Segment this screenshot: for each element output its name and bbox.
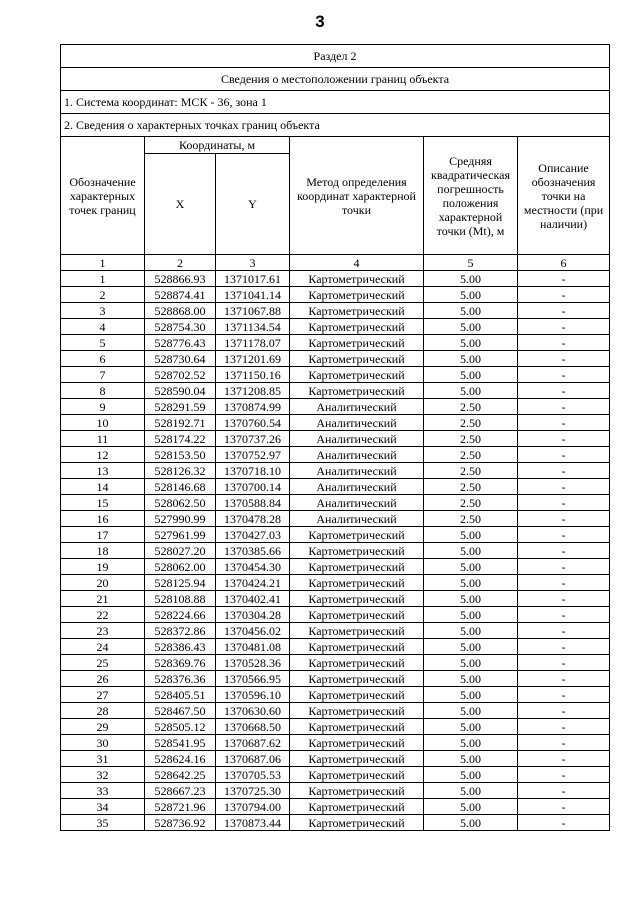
accuracy: 5.00 <box>424 767 518 783</box>
description: - <box>518 319 610 335</box>
point-number: 5 <box>61 335 145 351</box>
point-number: 33 <box>61 783 145 799</box>
table-row <box>61 367 610 383</box>
accuracy: 5.00 <box>424 559 518 575</box>
point-number: 6 <box>61 351 145 367</box>
x-coordinate: 528291.59 <box>145 399 216 415</box>
method: Картометрический <box>290 543 424 559</box>
method: Картометрический <box>290 527 424 543</box>
header-y: Y <box>216 154 290 255</box>
y-coordinate: 1370737.26 <box>216 431 290 447</box>
method: Картометрический <box>290 559 424 575</box>
y-coordinate: 1371017.61 <box>216 271 290 287</box>
accuracy: 5.00 <box>424 815 518 831</box>
column-number: 1 <box>61 255 145 271</box>
x-coordinate: 528062.00 <box>145 559 216 575</box>
y-coordinate: 1370752.97 <box>216 447 290 463</box>
description: - <box>518 735 610 751</box>
accuracy: 5.00 <box>424 751 518 767</box>
method: Картометрический <box>290 287 424 303</box>
x-coordinate: 528027.20 <box>145 543 216 559</box>
point-number: 12 <box>61 447 145 463</box>
x-coordinate: 528541.95 <box>145 735 216 751</box>
method: Аналитический <box>290 431 424 447</box>
method: Картометрический <box>290 575 424 591</box>
column-number: 5 <box>424 255 518 271</box>
boundary-points-table <box>60 44 610 831</box>
x-coordinate: 528126.32 <box>145 463 216 479</box>
point-number: 23 <box>61 623 145 639</box>
accuracy: 5.00 <box>424 591 518 607</box>
y-coordinate: 1370402.41 <box>216 591 290 607</box>
method: Картометрический <box>290 383 424 399</box>
method: Аналитический <box>290 447 424 463</box>
x-coordinate: 528505.12 <box>145 719 216 735</box>
table-row <box>61 559 610 575</box>
table-row <box>61 735 610 751</box>
method: Картометрический <box>290 671 424 687</box>
y-coordinate: 1371134.54 <box>216 319 290 335</box>
header-description: Описание обозначения точки на местности (при наличии) <box>518 137 610 255</box>
description: - <box>518 703 610 719</box>
description: - <box>518 447 610 463</box>
table-row <box>61 591 610 607</box>
y-coordinate: 1370725.30 <box>216 783 290 799</box>
description: - <box>518 495 610 511</box>
table-row <box>61 575 610 591</box>
point-number: 8 <box>61 383 145 399</box>
x-coordinate: 528754.30 <box>145 319 216 335</box>
accuracy: 5.00 <box>424 687 518 703</box>
point-number: 31 <box>61 751 145 767</box>
x-coordinate: 527961.99 <box>145 527 216 543</box>
point-number: 9 <box>61 399 145 415</box>
description: - <box>518 527 610 543</box>
description: - <box>518 479 610 495</box>
method: Картометрический <box>290 607 424 623</box>
method: Аналитический <box>290 399 424 415</box>
x-coordinate: 528776.43 <box>145 335 216 351</box>
accuracy: 5.00 <box>424 351 518 367</box>
x-coordinate: 528730.64 <box>145 351 216 367</box>
accuracy: 5.00 <box>424 383 518 399</box>
point-number: 17 <box>61 527 145 543</box>
header-method: Метод определения координат характерной точки <box>290 137 424 255</box>
header-error: Средняя квадратическая погрешность положения характерной точки (Mt), м <box>424 137 518 255</box>
method: Картометрический <box>290 367 424 383</box>
point-number: 30 <box>61 735 145 751</box>
description: - <box>518 767 610 783</box>
method: Картометрический <box>290 639 424 655</box>
description: - <box>518 399 610 415</box>
accuracy: 5.00 <box>424 319 518 335</box>
x-coordinate: 528868.00 <box>145 303 216 319</box>
method: Картометрический <box>290 271 424 287</box>
point-number: 11 <box>61 431 145 447</box>
accuracy: 5.00 <box>424 639 518 655</box>
point-number: 35 <box>61 815 145 831</box>
description: - <box>518 383 610 399</box>
table-row <box>61 623 610 639</box>
x-coordinate: 528125.94 <box>145 575 216 591</box>
accuracy: 5.00 <box>424 735 518 751</box>
x-coordinate: 528108.88 <box>145 591 216 607</box>
x-coordinate: 528174.22 <box>145 431 216 447</box>
point-number: 32 <box>61 767 145 783</box>
description: - <box>518 607 610 623</box>
method: Картометрический <box>290 335 424 351</box>
accuracy: 2.50 <box>424 495 518 511</box>
table-row <box>61 511 610 527</box>
section-subtitle: Сведения о местоположении границ объекта <box>61 68 610 91</box>
x-coordinate: 528062.50 <box>145 495 216 511</box>
y-coordinate: 1370304.28 <box>216 607 290 623</box>
accuracy: 5.00 <box>424 527 518 543</box>
x-coordinate: 528642.25 <box>145 767 216 783</box>
y-coordinate: 1371208.85 <box>216 383 290 399</box>
column-number: 2 <box>145 255 216 271</box>
description: - <box>518 815 610 831</box>
table-row <box>61 495 610 511</box>
y-coordinate: 1370478.28 <box>216 511 290 527</box>
table-row <box>61 399 610 415</box>
description: - <box>518 431 610 447</box>
y-coordinate: 1370874.99 <box>216 399 290 415</box>
table-row <box>61 671 610 687</box>
y-coordinate: 1370588.84 <box>216 495 290 511</box>
description: - <box>518 543 610 559</box>
table-row <box>61 703 610 719</box>
y-coordinate: 1371041.14 <box>216 287 290 303</box>
point-number: 13 <box>61 463 145 479</box>
table-row <box>61 447 610 463</box>
point-number: 3 <box>61 303 145 319</box>
accuracy: 2.50 <box>424 399 518 415</box>
method: Аналитический <box>290 495 424 511</box>
table-row <box>61 527 610 543</box>
method: Картометрический <box>290 591 424 607</box>
point-number: 2 <box>61 287 145 303</box>
y-coordinate: 1371201.69 <box>216 351 290 367</box>
description: - <box>518 303 610 319</box>
header-point-label: Обозначение характерных точек границ <box>61 137 145 255</box>
y-coordinate: 1371178.07 <box>216 335 290 351</box>
x-coordinate: 528874.41 <box>145 287 216 303</box>
accuracy: 5.00 <box>424 719 518 735</box>
accuracy: 5.00 <box>424 303 518 319</box>
y-coordinate: 1371067.88 <box>216 303 290 319</box>
table-row <box>61 751 610 767</box>
point-number: 25 <box>61 655 145 671</box>
description: - <box>518 559 610 575</box>
x-coordinate: 528736.92 <box>145 815 216 831</box>
x-coordinate: 528369.76 <box>145 655 216 671</box>
point-number: 22 <box>61 607 145 623</box>
point-number: 10 <box>61 415 145 431</box>
method: Картометрический <box>290 655 424 671</box>
x-coordinate: 528721.96 <box>145 799 216 815</box>
description: - <box>518 687 610 703</box>
description: - <box>518 287 610 303</box>
x-coordinate: 528372.86 <box>145 623 216 639</box>
accuracy: 2.50 <box>424 431 518 447</box>
description: - <box>518 719 610 735</box>
description: - <box>518 751 610 767</box>
y-coordinate: 1370705.53 <box>216 767 290 783</box>
description: - <box>518 367 610 383</box>
y-coordinate: 1370528.36 <box>216 655 290 671</box>
table-row <box>61 415 610 431</box>
accuracy: 5.00 <box>424 335 518 351</box>
point-number: 16 <box>61 511 145 527</box>
method: Картометрический <box>290 719 424 735</box>
description: - <box>518 271 610 287</box>
accuracy: 5.00 <box>424 607 518 623</box>
accuracy: 2.50 <box>424 511 518 527</box>
y-coordinate: 1370481.08 <box>216 639 290 655</box>
accuracy: 5.00 <box>424 543 518 559</box>
description: - <box>518 351 610 367</box>
x-coordinate: 527990.99 <box>145 511 216 527</box>
accuracy: 2.50 <box>424 463 518 479</box>
table-row <box>61 607 610 623</box>
y-coordinate: 1370794.00 <box>216 799 290 815</box>
description: - <box>518 335 610 351</box>
method: Аналитический <box>290 511 424 527</box>
point-number: 29 <box>61 719 145 735</box>
page-number: 3 <box>315 12 325 31</box>
accuracy: 5.00 <box>424 623 518 639</box>
y-coordinate: 1370456.02 <box>216 623 290 639</box>
y-coordinate: 1370718.10 <box>216 463 290 479</box>
y-coordinate: 1370385.66 <box>216 543 290 559</box>
y-coordinate: 1370668.50 <box>216 719 290 735</box>
x-coordinate: 528153.50 <box>145 447 216 463</box>
column-number: 4 <box>290 255 424 271</box>
table-row <box>61 543 610 559</box>
table-row <box>61 319 610 335</box>
y-coordinate: 1370427.03 <box>216 527 290 543</box>
point-number: 1 <box>61 271 145 287</box>
x-coordinate: 528866.93 <box>145 271 216 287</box>
x-coordinate: 528590.04 <box>145 383 216 399</box>
description: - <box>518 655 610 671</box>
accuracy: 2.50 <box>424 479 518 495</box>
point-number: 7 <box>61 367 145 383</box>
accuracy: 5.00 <box>424 703 518 719</box>
x-coordinate: 528624.16 <box>145 751 216 767</box>
description: - <box>518 591 610 607</box>
accuracy: 5.00 <box>424 655 518 671</box>
accuracy: 5.00 <box>424 271 518 287</box>
method: Картометрический <box>290 735 424 751</box>
table-row <box>61 799 610 815</box>
point-number: 15 <box>61 495 145 511</box>
header-coords: Координаты, м <box>145 137 290 154</box>
x-coordinate: 528224.66 <box>145 607 216 623</box>
point-number: 27 <box>61 687 145 703</box>
point-number: 21 <box>61 591 145 607</box>
x-coordinate: 528702.52 <box>145 367 216 383</box>
point-number: 4 <box>61 319 145 335</box>
point-number: 28 <box>61 703 145 719</box>
table-row <box>61 479 610 495</box>
table-row <box>61 303 610 319</box>
x-coordinate: 528146.68 <box>145 479 216 495</box>
method: Аналитический <box>290 463 424 479</box>
table-row <box>61 767 610 783</box>
x-coordinate: 528467.50 <box>145 703 216 719</box>
method: Картометрический <box>290 623 424 639</box>
description: - <box>518 639 610 655</box>
coordinate-system: 1. Система координат: МСК - 36, зона 1 <box>61 91 610 114</box>
y-coordinate: 1370630.60 <box>216 703 290 719</box>
accuracy: 5.00 <box>424 367 518 383</box>
accuracy: 2.50 <box>424 447 518 463</box>
table-row <box>61 815 610 831</box>
accuracy: 5.00 <box>424 287 518 303</box>
table-row <box>61 431 610 447</box>
method: Картометрический <box>290 351 424 367</box>
point-number: 34 <box>61 799 145 815</box>
x-coordinate: 528386.43 <box>145 639 216 655</box>
description: - <box>518 623 610 639</box>
point-number: 24 <box>61 639 145 655</box>
x-coordinate: 528405.51 <box>145 687 216 703</box>
table-row <box>61 383 610 399</box>
y-coordinate: 1370596.10 <box>216 687 290 703</box>
point-number: 14 <box>61 479 145 495</box>
point-number: 26 <box>61 671 145 687</box>
y-coordinate: 1371150.16 <box>216 367 290 383</box>
table-row <box>61 687 610 703</box>
column-number: 6 <box>518 255 610 271</box>
y-coordinate: 1370760.54 <box>216 415 290 431</box>
description: - <box>518 575 610 591</box>
x-coordinate: 528667.23 <box>145 783 216 799</box>
points-rows <box>61 271 610 831</box>
accuracy: 5.00 <box>424 575 518 591</box>
table-row <box>61 639 610 655</box>
table-row <box>61 351 610 367</box>
table-row <box>61 287 610 303</box>
column-numbers-row <box>61 255 610 271</box>
table-row <box>61 655 610 671</box>
method: Картометрический <box>290 799 424 815</box>
description: - <box>518 799 610 815</box>
table-row <box>61 463 610 479</box>
table-row <box>61 719 610 735</box>
y-coordinate: 1370687.62 <box>216 735 290 751</box>
method: Картометрический <box>290 783 424 799</box>
y-coordinate: 1370424.21 <box>216 575 290 591</box>
description: - <box>518 463 610 479</box>
section-title: Раздел 2 <box>61 45 610 68</box>
accuracy: 2.50 <box>424 415 518 431</box>
method: Картометрический <box>290 767 424 783</box>
table-row <box>61 271 610 287</box>
accuracy: 5.00 <box>424 671 518 687</box>
point-number: 18 <box>61 543 145 559</box>
description: - <box>518 671 610 687</box>
x-coordinate: 528376.36 <box>145 671 216 687</box>
y-coordinate: 1370687.06 <box>216 751 290 767</box>
method: Картометрический <box>290 303 424 319</box>
point-number: 20 <box>61 575 145 591</box>
header-x: X <box>145 154 216 255</box>
y-coordinate: 1370454.30 <box>216 559 290 575</box>
method: Картометрический <box>290 687 424 703</box>
y-coordinate: 1370566.95 <box>216 671 290 687</box>
method: Картометрический <box>290 319 424 335</box>
y-coordinate: 1370700.14 <box>216 479 290 495</box>
table-row <box>61 335 610 351</box>
accuracy: 5.00 <box>424 783 518 799</box>
method: Картометрический <box>290 751 424 767</box>
method: Аналитический <box>290 479 424 495</box>
points-title: 2. Сведения о характерных точках границ объекта <box>61 114 610 137</box>
method: Картометрический <box>290 815 424 831</box>
point-number: 19 <box>61 559 145 575</box>
accuracy: 5.00 <box>424 799 518 815</box>
x-coordinate: 528192.71 <box>145 415 216 431</box>
column-number: 3 <box>216 255 290 271</box>
method: Аналитический <box>290 415 424 431</box>
description: - <box>518 415 610 431</box>
y-coordinate: 1370873.44 <box>216 815 290 831</box>
table-row <box>61 783 610 799</box>
description: - <box>518 783 610 799</box>
description: - <box>518 511 610 527</box>
method: Картометрический <box>290 703 424 719</box>
